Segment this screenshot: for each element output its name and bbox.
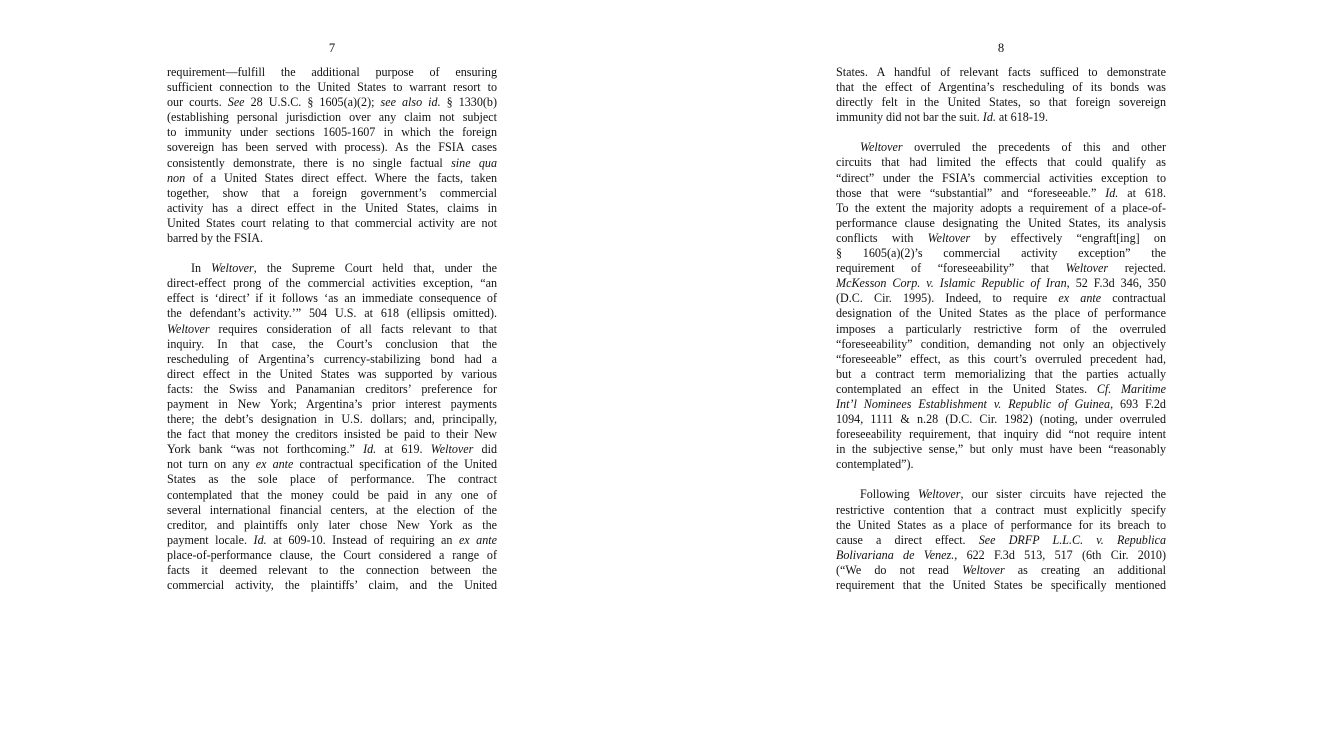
text-line: contemplated that the money could be paid in any one of (167, 487, 497, 502)
page-7 (167, 0, 497, 593)
text-line: “direct” under the FSIA’s commercial activities exception to (836, 170, 1166, 185)
text-line: In Weltover, the Supreme Court held that, under the (191, 261, 497, 276)
text-line: Bolivariana de Venez., 622 F.3d 513, 517 (6th Cir. 2010) (836, 547, 1167, 562)
text-line: direct-effect prong of the commercial activities exception, “an (167, 276, 497, 291)
text-line: not turn on any ex ante contractual specification of the United (167, 457, 497, 472)
page-number: 8 (997, 41, 1005, 55)
text-line: requirement that the United States be specifically mentioned (836, 578, 1166, 592)
text-line: Int’l Nominees Establishment v. Republic of Guinea, 693 F.2d (836, 396, 1166, 411)
text-line: sovereign has been served with process). As the FSIA cases (167, 140, 497, 155)
text-line: facts it deemed relevant to the connection between the (167, 563, 497, 577)
text-line: sufficient connection to the United States to warrant resort to (167, 80, 497, 95)
page-8 (836, 0, 1166, 593)
text-line: the United States as a place of performance for its breach to (836, 517, 1166, 532)
text-line: York bank “was not forthcoming.” Id. at 619. Weltover did (167, 442, 498, 457)
paragraph (836, 487, 1166, 593)
text-line: payment in New York; Argentina’s prior interest payments (167, 396, 497, 411)
text-line: barred by the FSIA. (167, 231, 264, 246)
text-line: in the subjective sense,” but only must have been “reasonably (836, 442, 1166, 457)
text-line: directly felt in the United States, so that foreign sovereign (836, 95, 1166, 110)
text-line: Weltover overruled the precedents of this and other (860, 140, 1166, 155)
text-line: effect is ‘direct’ if it follows ‘as an immediate consequence of (167, 291, 497, 306)
text-line: McKesson Corp. v. Islamic Republic of Iran, 52 F.3d 346, 350 (836, 276, 1166, 291)
text-line: To the extent the majority adopts a requirement of a place-of- (836, 200, 1166, 215)
text-line: circuits that had limited the effects that could qualify as (836, 155, 1166, 170)
text-line: restrictive contention that a contract must explicitly specify (836, 502, 1166, 517)
text-line: States. A handful of relevant facts sufficed to demonstrate (836, 65, 1166, 79)
text-line: cause a direct effect. See DRFP L.L.C. v. Republica (836, 532, 1166, 547)
text-line: the defendant’s activity.’” 504 U.S. at 618 (ellipsis omitted). (167, 306, 497, 321)
text-line: 1094, 1111 & n.28 (D.C. Cir. 1982) (noting, under overruled (836, 412, 1166, 427)
text-line: immunity did not bar the suit. Id. at 618-19. (836, 110, 1048, 125)
text-line: § 1605(a)(2)’s commercial activity exception” the (836, 246, 1166, 261)
text-line: (establishing personal jurisdiction over any claim not subject (167, 110, 497, 125)
text-line: non of a United States direct effect. Where the facts, taken (167, 170, 497, 185)
text-line: contemplated”). (836, 457, 914, 472)
text-line: those that were “substantial” and “foreseeable.” Id. at 618. (836, 185, 1166, 200)
text-line: together, show that a foreign government’s commercial (167, 185, 497, 200)
text-line: consistently demonstrate, there is no single factual sine qua (167, 155, 497, 170)
text-line: Following Weltover, our sister circuits have rejected the (860, 487, 1166, 502)
page-number: 7 (328, 41, 336, 55)
text-line: that the effect of Argentina’s rescheduling of its bonds was (836, 80, 1166, 95)
text-line: our courts. See 28 U.S.C. § 1605(a)(2); see also id. § 1330(b) (167, 95, 497, 110)
text-line: the fact that money the creditors insisted be paid to their New (167, 427, 497, 442)
text-line: direct effect in the United States was supported by various (167, 366, 497, 381)
text-line: activity has a direct effect in the United States, claims in (167, 200, 497, 215)
text-line: payment locale. Id. at 609-10. Instead of requiring an ex ante (167, 532, 497, 547)
text-line: foreseeability requirement, that inquiry did “not require intent (836, 427, 1166, 442)
text-line: “foreseeable” effect, as this court’s overruled precedent had, (836, 351, 1166, 366)
text-line: imposes a particularly restrictive form of the overruled (836, 321, 1166, 336)
text-line: performance clause designating the United States, its analysis (836, 215, 1166, 230)
text-line: (“We do not read Weltover as creating an additional (836, 562, 1166, 577)
text-line: United States court relating to that commercial activity are not (167, 215, 497, 230)
text-line: inquiry. In that case, the Court’s conclusion that the (167, 336, 497, 351)
text-line: there; the debt’s designation in U.S. dollars; and, principally, (167, 412, 497, 427)
text-line: creditor, and plaintiffs only later chose New York as the (167, 517, 497, 532)
text-line: rescheduling of Argentina’s currency-stabilizing bond had a (167, 351, 497, 366)
text-line: States as the sole place of performance. The contract (167, 472, 497, 487)
paragraph (167, 261, 497, 593)
text-line: requirement of “foreseeability” that Weltover rejected. (836, 261, 1167, 276)
text-line: to immunity under sections 1605-1607 in which the foreign (167, 125, 497, 140)
text-line: Weltover requires consideration of all facts relevant to that (167, 321, 497, 336)
paragraph (167, 65, 497, 246)
text-line: several international financial centers, at the election of the (167, 502, 497, 517)
text-line: facts: the Swiss and Panamanian creditors’ preference for (167, 381, 497, 396)
text-line: “foreseeability” condition, demanding not only an objectively (836, 336, 1166, 351)
text-line: contemplated an effect in the United States. Cf. Maritime (836, 381, 1166, 396)
text-line: place-of-performance clause, the Court considered a range of (167, 547, 497, 562)
text-line: designation of the United States as the place of performance (836, 306, 1166, 321)
paragraph (836, 65, 1166, 125)
text-line: but a contract term memorializing that the parties actually (836, 366, 1166, 381)
text-line: commercial activity, the plaintiffs’ claim, and the United (167, 578, 497, 593)
text-line: requirement—fulfill the additional purpose of ensuring (167, 65, 497, 79)
text-line: (D.C. Cir. 1995). Indeed, to require ex ante contractual (836, 291, 1166, 306)
paragraph (836, 140, 1166, 472)
text-line: conflicts with Weltover by effectively “engraft[ing] on (836, 230, 1166, 245)
